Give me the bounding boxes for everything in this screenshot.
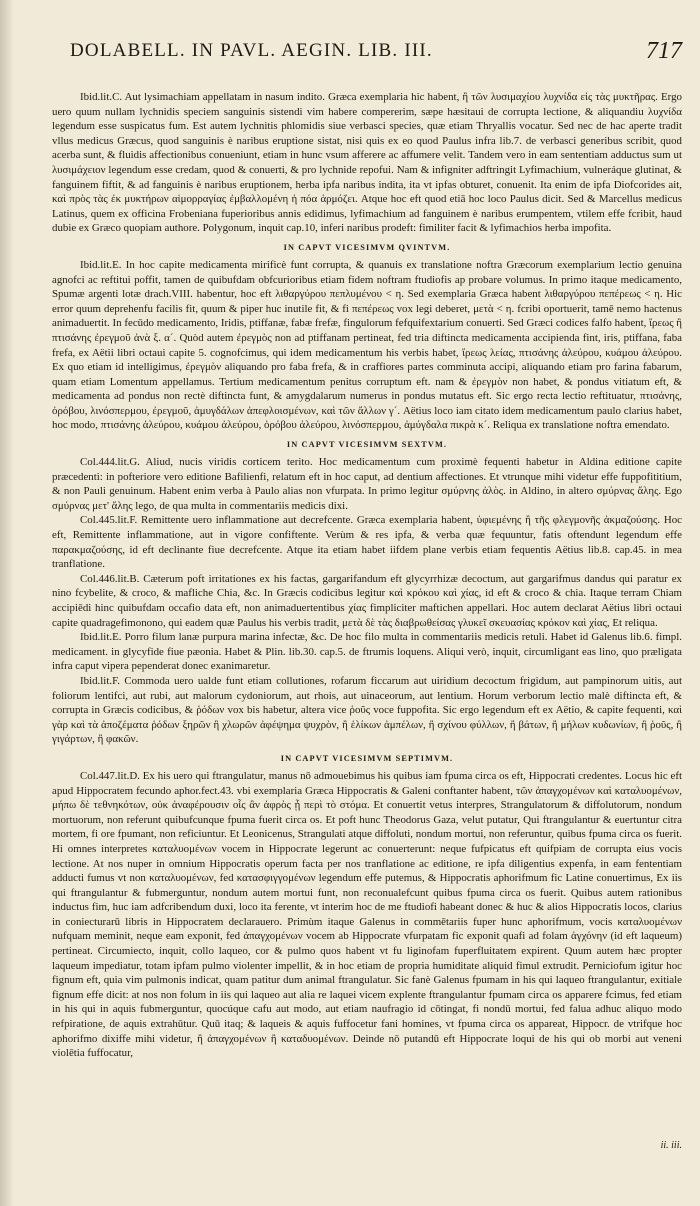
page-gutter-shadow xyxy=(0,0,14,1206)
paragraph-col-444: Col.444.lit.G. Aliud, nucis viridis corticem terito. Hoc medicamentum cum proximè fequenti habetur in Aldina editione capite præcedenti: in pofteriore vero editione Bafilienfi, relatum eft in hoc caput, ad dentium affectiones. Et vtrunque mihi videtur effe fuppofititium, & non Pauli genuinum. Habent enim verba à Paulo alias non vfurpata. In primo legitur σμύρνης ἀλὸς. in Aldino, in altero σμύρνας ἄλης. Ego σμύρνας μετ' ἄλης lego, de qua multa in commentariis medicis dixi. xyxy=(52,456,682,512)
paragraph-col-446: Col.446.lit.B. Cæterum poft irritationes ex his factas, gargarifandum eft glycyrrhizæ decoctum, aut gargarifmus dandus qui paratur ex nino fcybelite, & croco, & mafliche Chia, &c. In Græcis codicibus legitur καὶ κρόκου καὶ χίας, id eft & croco & chia. Itaque terram Chiam accipiēdi hinc quibufdam occafio data eft, non animaduertentibus χίας fimpliciter maftichen appellari. Hoc autem declarat Aëtius libri octaui capite quadragefimonono, qui eadem quæ Paulus his verbis tradit, μετὰ δὲ τὰς διαβρωθείσας γλυκεῖ σκευασίας κρόκον καὶ χίας, Et reliqua. xyxy=(52,572,682,629)
paragraph-ibid-lit-e-filum: Ibid.lit.E. Porro filum lanæ purpura marina infectæ, &c. De hoc filo multa in commentariis medicis retuli. Habet id Galenus lib.6. fimpl. medicament. in glycyfide fiue pæonia. Habet & Plin. lib.30. cap.5. de ftrumis loquens. Aliqui verò, inquit, circumligant eas lino, quo præligata infra caput vipera pependerat donec exanimaretur. xyxy=(52,631,682,673)
section-heading-caput-26: IN CAPVT VICESIMVM SEXTVM. xyxy=(286,440,448,450)
paragraph-col-447: Col.447.lit.D. Ex his uero qui ftrangulatur, manus nō admouebimus his quibus iam fpuma circa os eft, Hippocrati credentes. Locus hic eft apud Hippocratem fecundo aphor.fect.43. vbi exemplaria Græca Hippocratis & Galeni conftanter habent, τῶν ἀπαγχομένων καὶ καταλυομένων, μήπω δὲ τεθνηκότων, οὐκ ἀναφέρουσιν οἷς ἂν ἀφρὸς ᾖ περὶ τὸ στόμα. Et conuertit vetus interpres, Strangulatorum & diffolutorum, nondum mortuorum, non referunt quibufcunque fpuma fuerit circa os. Et poft hunc Theodorus Gaza, velut putatur, Qui ftrangulantur & euertuntur citra mortem, fi ore fpumant, non reficiuntur. Et Leonicenus, Strangulati atque diffoluti, nondum mortui, non referuntur, quibus fpuma circa os fuerit. Hi omnes interpretes καταλυομένων vocem in Hippocrate legerunt ac conuerterunt: neque fufpicatus eft quifpiam de corrupta eius vocis lectione. At nos nuper in omnium Hippocratis operum facta per nos tranflatione ac editione, re ipfa diligentius expenfa, in eam fententiam adducti fumus vt non καταλυομένων, fed κατασφιγγομένων legendum effe putemus, & Hippocratis aphorifmum fic Latine conuertimus, Ex iis qui ftrangulantur & fubmerguntur, nondum autem mortui funt, non reconualefcunt quibus fpuma circa os fuerit. Quibus autem rationibus inductus fim, huc iam adfcribendum duxi, loco ita ferente, vt interim hoc de me ftudiofi habeant donec & huc & alios Hippocratis locos, clarius in coniecturarū libris in Hippocratem declarauero. Primùm itaque Galenus in commētariis fuper hunc aphorifmum, vocis καταλυομένων nufquam meminit, neque eam exponit, fed ἀπαγχομένων vocem ab Hippocrate vfurpatam fic exponit quafi ad folam ἀγχόνην (id eft laqueum) pertineat. Circumiecto, inquit, collo laqueo, cor & pulmo quos habent vt fu liginofam fuperfluitatem expirent. Quum autem hæc propter laqueum impediatur, totam ipfam pulmo violenter impellit, & in hoc etiam de propria humiditate aliquid fimul extrudit. Perniciofum igitur hoc fignum eft, quia vim pulmonis indicat, quam patitur dum animal ftrangulatur. Sic fanè Galenus fpumam in his qui laqueo ftrangulantur, exitiale fignum effe dicit: at nos non folum in iis qui laqueo aut alia re laquei vicem explente ftrangulantur fpumam circa os apparere fcimus, fed etiam in his qui in aquis fubmerguntur, quocúque cafu aut modo, aut etiam naufragio id cōtingat, fi nondū mortui, fed falua adhuc aliquo modo refpiratione, de aquis extrahūtur. Quū itaq; & laqueis & aquis fuffocetur fani homines, vt fpuma circa os appareat, Hippocr. de vtrifque hoc aphorifmo dixiffe mihi videtur, ἢ ἀπαγχομένων ἢ καταδυομένων. Deinde nō putandū eft Hippocrate loqui de his qui ob morbi aut veneni violētia fuffocatur, xyxy=(52,769,682,1060)
paragraph-ibid-lit-f: Ibid.lit.F. Commoda uero ualde funt etiam collutiones, rofarum ficcarum aut uiridium decoctum frigidum, aut pampinorum uitis, aut foliorum lentifci, aut rubi, aut malorum cydoniorum, aut rhois, aut uinaceorum, aut lentium. Horum verborum lectio malè diftincta eft, & corrupta in Græcis codicibus, & ῥόδων vox bis habetur, altera vice ῥοῦς voce fuppofita. Sic ergo legendum eft ex Aëtio, & capite fequenti, καὶ γὰρ καὶ τὰ ἀποζέματα ῥόδων ξηρῶν ἢ χλωρῶν ἀφέψημα ψυχρὸν, ἢ ἑλίκων ἀμπέλων, ἢ σχίνου φύλλων, ἢ βάτων, ἢ μήλων κυδωνίων, ἢ ῥοῦς, ἢ γιγάρτων, ἢ φακῶν. xyxy=(52,674,682,746)
section-heading-caput-25: IN CAPVT VICESIMVM QVINTVM. xyxy=(283,242,451,252)
paragraph-ibid-lit-e-medicamenta: Ibid.lit.E. In hoc capite medicamenta mirificè funt corrupta, & quanuis ex translatione noftra Græcorum exemplarium lectio genuina agnofci ac reftitui poffit, tamen de quibufdam obfcurioribus etiam fidem noftram ftudiofis ap probare volumus. In primo itaque medicamento, Spumæ argenti lotæ drach.VIII. habentur, hoc eft λιθαργύρου πεπλυμένου < η. Sed exemplaria Græca habent λιθαργύρου πεπέρεως < η. Hic error quum deprehenfu facilis fit, quum & piper huc inutile fit, & fi πεπέρεως vox legi deberet, μετὰ < η. fcribi oportuerit, tamē nemo hactenus animaduertit. In fecūdo medicamento, Iridis, ptiffanæ, fabæ frefæ, fingulorum fefquifextarium conuerti. Sed Græci codices falfo habent, ἴρεως ἢ πτισάνης ἐρεγμοῦ ἀνὰ ξ. α´. Quòd autem ἐρεγμὸς non ad ptiffanam pertineat, fed tria diftincta medicamenta accipienda fint, iris, ptiffana, faba frefa, ex Aëtii libri octaui capite 5. cognofcimus, qui idem medicamentum his verbis habet, ἴρεως λείας, πτισάνης ἀλεύρου, κυάμου ἀλεύρου. Ex quo etiam id intelligimus, ἐρεγμὸν aliquando pro faba frefa, & in craffiores partes comminuta accipi, aliquando etiam pro farina fabarum, quam etiam Lomentum appellamus. Tertium medicamentum penitus corruptum eft. nam & ἐρεγμὸν non habet, & pondus vitiatum eft, & medicamenta ad pondus non rectè diftincta funt, & amygdalarum numerus in pondus mutatus eft. Sic ergo recta lectio reftituatur, πτισάνης, ὀρόβου, λινόσπερμου, ἐρεγμοῦ, ἀμυγδάλων ἀπεφλοισμένων, καὶ τῶν ἄλλων γ´. Aëtius loco iam citato idem medicamentum paulo clarius habet, hoc modo, πτισάνης ἀλεύρου, κυάμου ἀλεύρου, ὀρόβου ἀλεύρου, λινόσπερμου, ἀμύγδαλα πικρὰ κ´. Reliqua ex translatione noftra emendato. xyxy=(52,258,682,432)
page-header xyxy=(52,40,682,84)
paragraph-ibid-lit-c: Ibid.lit.C. Aut lysimachiam appellatam in nasum indito. Græca exemplaria hic habent, ἢ τῶν λυσιμαχίου λυχνίδα εἰς τὰς μυκτῆρας. Ergo uero quum nullam lychnidis speciem sanguinis sistendi vim habere compererim, sæpe hæsitaui de corrupta lectione, & aliquandiu λυχνίδα legendum esse suspicatus fum. Est autem lychnitis phlomidis siue verbasci species, quæ etiam Thryallis vocatur. Sed nec de hac aperte tradit vllus medicus Græcus, quod sanguinis è naribus eruptione sistat, nisi quis ex eo quod Paulus infra lib.7. de verbasci generibus scribit, quod acerba sunt, & fluidis affectionibus conueniunt, etiam in hunc vsum afferere ac affumere velit. Tandem vero in eam sententiam adductus sum ut λυσιμάχειον legendum esse credam, quod & conuerti, & pro lychnide repofui. Nam & infigniter adftringit Lyfimachium, vulneráque glutinat, & fanguinem fiftit, & ad fanguinis è naribus eruptionem, herba ipfa naribus indita, ita vt ipfas obturet, conuenit. Ita enim de ipfa Diofcorides ait, καὶ πρὸς τὰς ἐκ μυκτήρων αἱμορραγίας ἐμβαλλομένη ἡ πόα ἁρμόζει. Atque hoc eft quod etiā hoc loco Paulus dicit. Sed & Marcellus medicus Latinus, quem ex officina Frobeniana fuperioribus annis edidimus, lyfimachium ad fanguinem è naribus erumpentem, vtilem effe fcribit, haud dubie ex Græco quopiam authore. Polygonum, inquit cap.10, inferi naribus prodeft: fimiliter facit & lyfimachios herba impofita. xyxy=(52,91,682,235)
paragraph-col-445: Col.445.lit.F. Remittente uero inflammatione aut decrefcente. Græca exemplaria habent, ὑφιεμένης ἢ τῆς φλεγμονῆς ἀκμαζούσης. Hoc eft, Remittente inflammatione, aut in vigore confiftente. Verùm & res ipfa, & verba quæ fequuntur, fatis oftendunt legendum effe παρακμαζούσης, id eft declinante fiue decrefcente. Atque ita etiam habet iifdem plane verbis etiam fequentis Aëtius lib.8. cap.45. in mea tranflatione. xyxy=(52,514,682,571)
main-text-block xyxy=(52,90,682,1118)
section-heading-caput-27: IN CAPVT VICESIMVM SEPTIMVM. xyxy=(280,753,454,763)
page-number: 717 xyxy=(646,38,682,64)
running-title: DOLABELL. IN PAVL. AEGIN. LIB. III. xyxy=(70,40,433,61)
catchword: ii. iii. xyxy=(660,1140,682,1151)
